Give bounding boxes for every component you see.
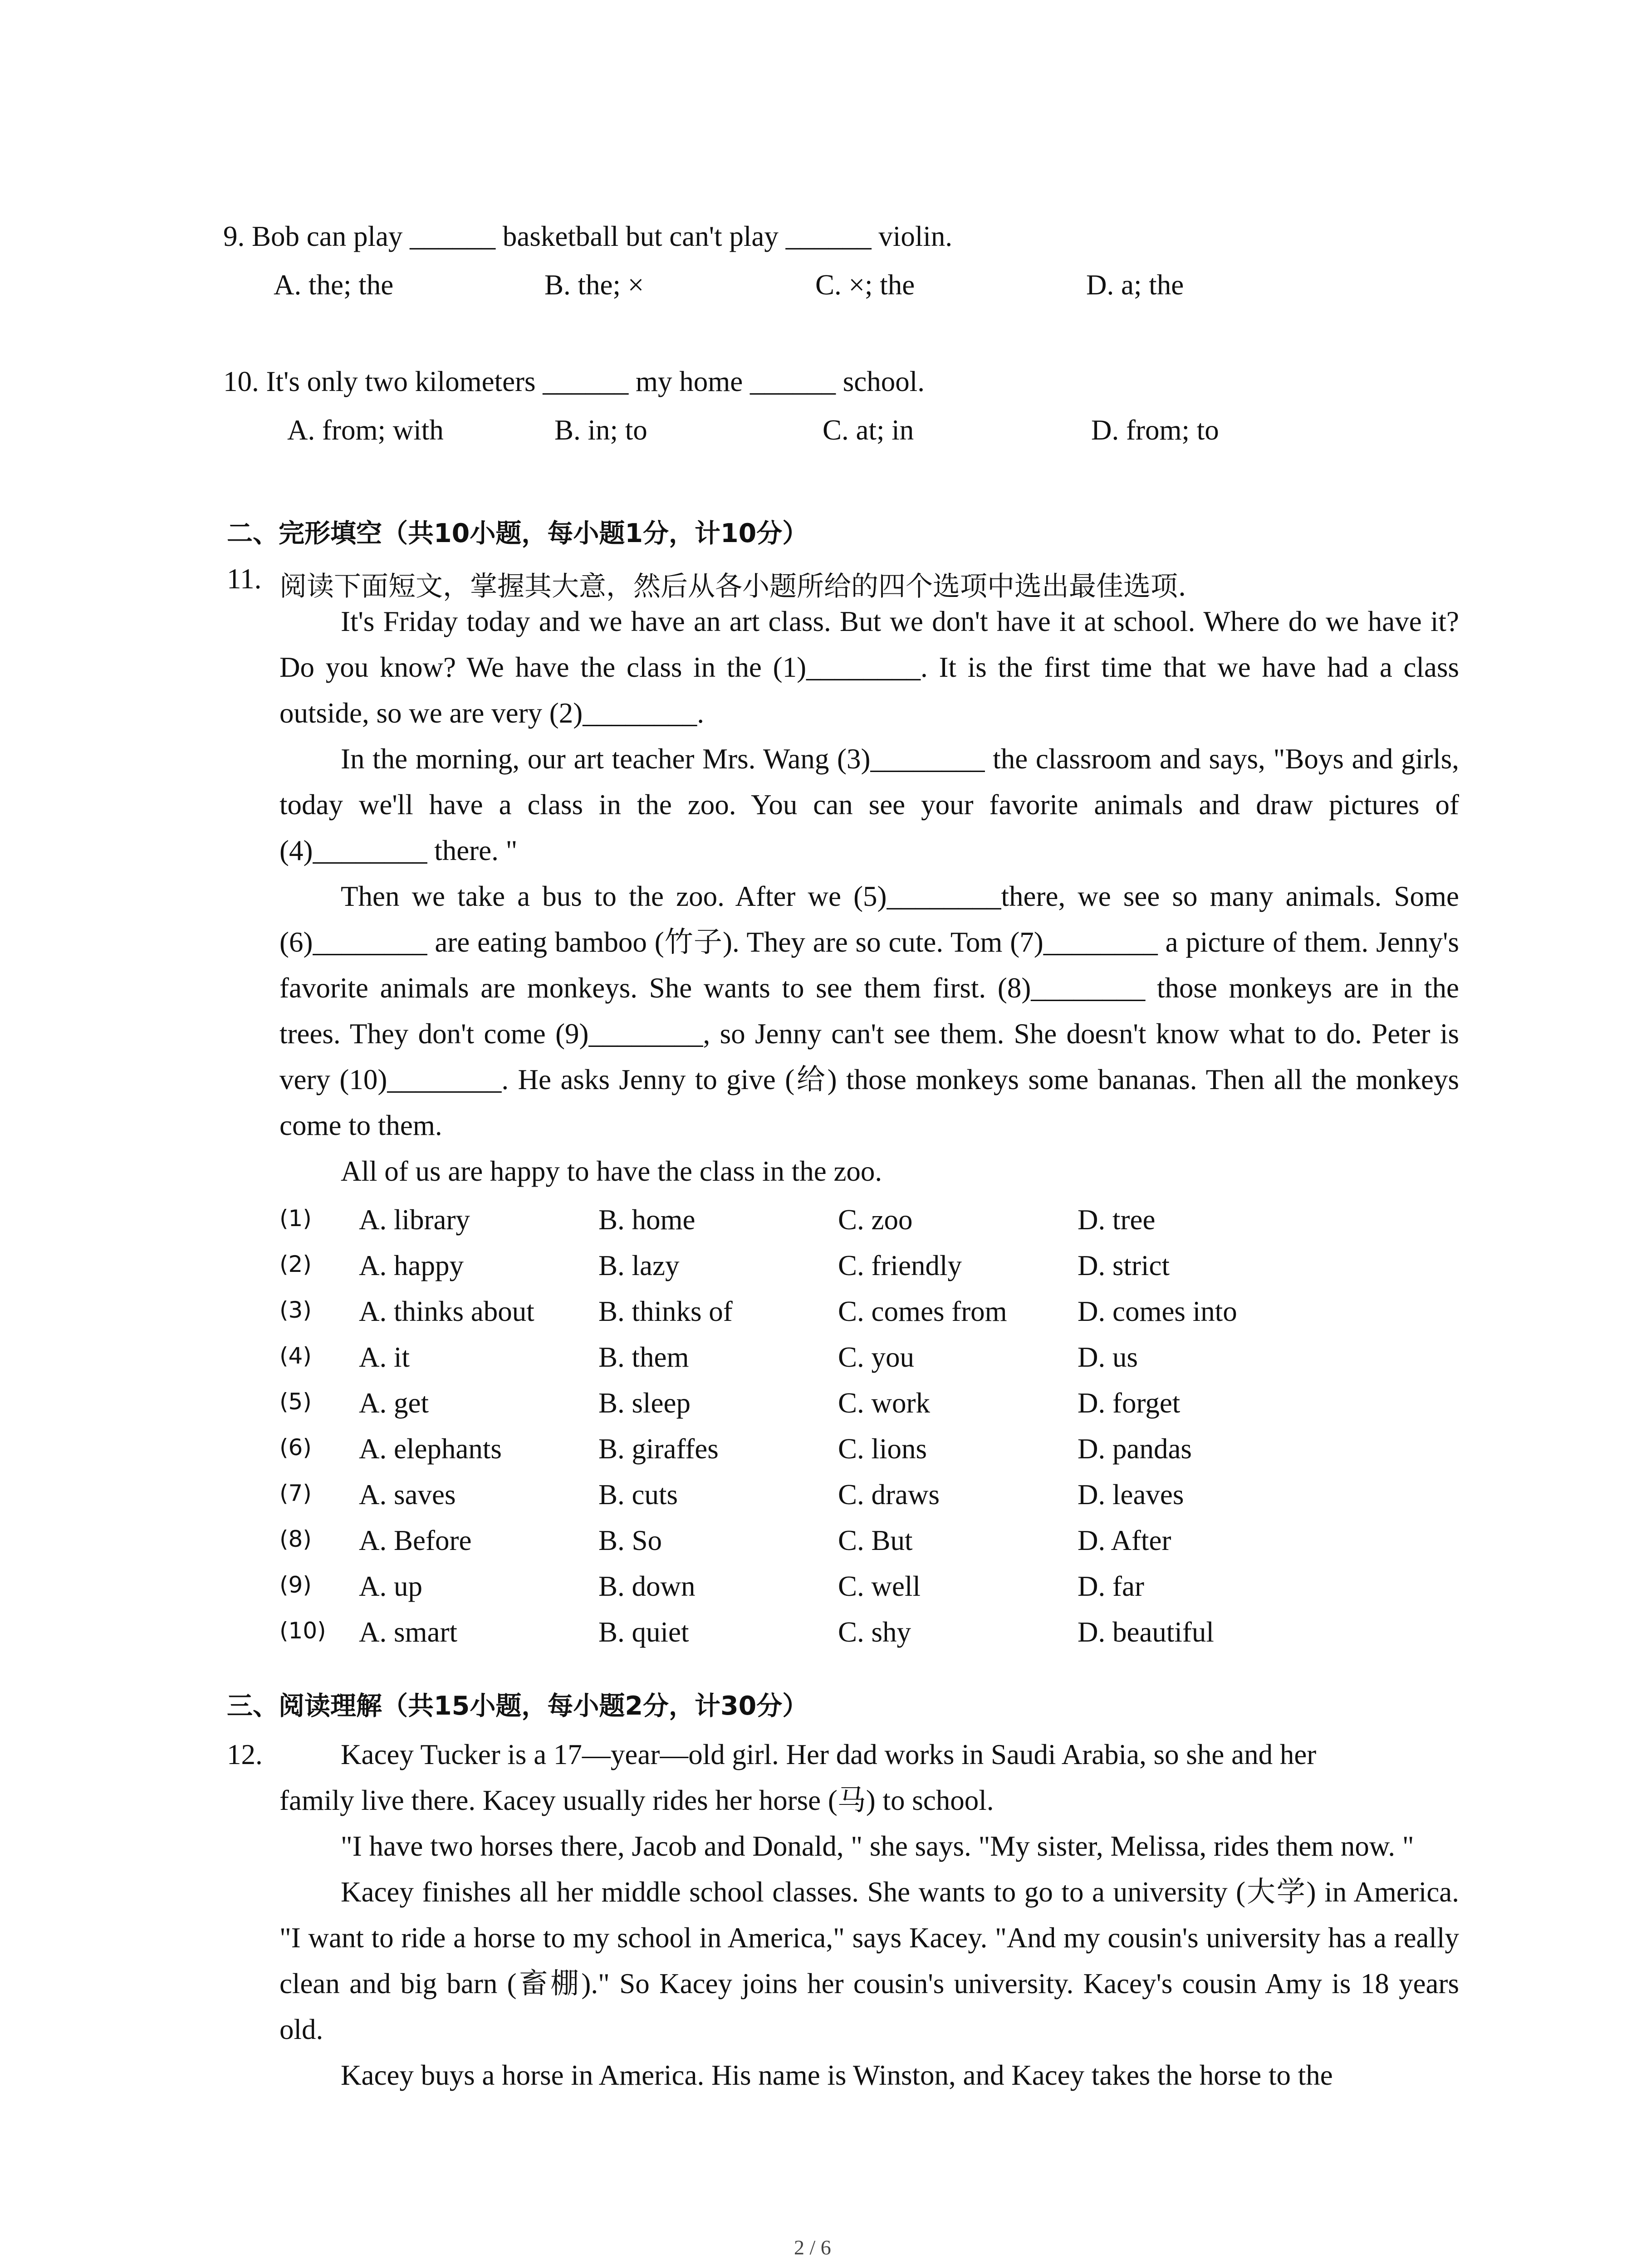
choice-d: D. tree xyxy=(1078,1204,1156,1236)
choice-b: B. lazy xyxy=(598,1250,680,1281)
choice-b: B. them xyxy=(598,1341,689,1373)
choice-a: A. get xyxy=(359,1387,429,1419)
choice-b: B. down xyxy=(598,1570,696,1602)
choice-d: D. us xyxy=(1078,1341,1138,1373)
cloze-paragraph: All of us are happy to have the class in the zoo. xyxy=(341,1155,882,1187)
question-12-number: 12. xyxy=(227,1739,263,1770)
choice-d: D. forget xyxy=(1078,1387,1181,1419)
cloze-paragraph: It's Friday today and we have an art class. But we don't have it at school. Where do we have it? Do you know? We have the class in the (1)________. It is the first time that we have had a class outside, so we are very (2)________. xyxy=(279,606,1459,729)
choice-d: D. After xyxy=(1078,1525,1171,1556)
choice-c: C. you xyxy=(838,1341,915,1373)
q10-option-c: C. at; in xyxy=(823,414,914,446)
choice-b: B. thinks of xyxy=(598,1295,733,1327)
question-9-stem: 9. Bob can play ______ basketball but can't play ______ violin. xyxy=(223,220,953,252)
cloze-paragraph: In the morning, our art teacher Mrs. Wang (3)________ the classroom and says, "Boys and girls, today we'll have a class in the zoo. You can see your favorite animals and draw pictures of (4)________ there. " xyxy=(279,743,1459,866)
choice-number: (2) xyxy=(279,1251,312,1277)
q9-option-a: A. the; the xyxy=(274,269,394,301)
choice-a: A. it xyxy=(359,1341,410,1373)
choice-number: (6) xyxy=(279,1434,312,1461)
reading-paragraph: Kacey buys a horse in America. His name is Winston, and Kacey takes the horse to the xyxy=(341,2059,1333,2091)
cloze-paragraph: Then we take a bus to the zoo. After we (5)________there, we see so many animals. Some (6)________ are eating bamboo (竹子). They are so cute. Tom (7)________ a picture of them. Jenny's favorite animals are monkeys. She wants to see them first. (8)________ those monkeys are in the trees. They don't come (9)________, so Jenny can't see them. She doesn't know what to do. Peter is very (10)________. He asks Jenny to give (给) those monkeys some bananas. Then all the monkeys come to them. xyxy=(279,880,1459,1141)
choice-a: A. up xyxy=(359,1570,422,1602)
choice-c: C. comes from xyxy=(838,1295,1007,1327)
choice-a: A. saves xyxy=(359,1479,456,1510)
choice-c: C. lions xyxy=(838,1433,927,1465)
choice-number: (10) xyxy=(279,1618,326,1644)
reading-paragraph: family live there. Kacey usually rides her horse (马) to school. xyxy=(279,1784,994,1816)
reading-passage xyxy=(279,1778,1459,2098)
choice-d: D. beautiful xyxy=(1078,1616,1214,1648)
q10-option-a: A. from; with xyxy=(287,414,444,446)
choice-b: B. sleep xyxy=(598,1387,691,1419)
choice-number: (8) xyxy=(279,1526,312,1552)
choice-c: C. well xyxy=(838,1570,921,1602)
choice-c: C. friendly xyxy=(838,1250,962,1281)
choice-d: D. far xyxy=(1078,1570,1144,1602)
page-number: 2 / 6 xyxy=(794,2236,831,2259)
q9-option-c: C. ×; the xyxy=(815,269,915,301)
choice-number: (9) xyxy=(279,1572,312,1598)
question-11-instruction: 阅读下面短文，掌握其大意，然后从各小题所给的四个选项中选出最佳选项. xyxy=(279,571,1187,602)
choice-c: C. work xyxy=(838,1387,930,1419)
choice-b: B. quiet xyxy=(598,1616,689,1648)
choice-number: (3) xyxy=(279,1297,312,1323)
choice-b: B. giraffes xyxy=(598,1433,719,1465)
choice-a: A. Before xyxy=(359,1525,472,1556)
choice-a: A. elephants xyxy=(359,1433,502,1465)
choice-d: D. pandas xyxy=(1078,1433,1192,1465)
choice-b: B. So xyxy=(598,1525,662,1556)
question-11-number: 11. xyxy=(227,563,262,595)
reading-paragraph: "I have two horses there, Jacob and Donald, " she says. "My sister, Melissa, rides them now. " xyxy=(341,1830,1414,1862)
choice-d: D. comes into xyxy=(1078,1295,1237,1327)
reading-first-line: Kacey Tucker is a 17—year—old girl. Her dad works in Saudi Arabia, so she and her xyxy=(341,1739,1317,1770)
choice-number: (4) xyxy=(279,1343,312,1369)
reading-paragraph: Kacey finishes all her middle school classes. She wants to go to a university (大学) in America. "I want to ride a horse to my school in America," says Kacey. "And my cousin's university has a really clean and big barn (畜棚)." So Kacey joins her cousin's university. Kacey's cousin Amy is 18 years old. xyxy=(279,1876,1459,2045)
section-2-title: 二、完形填空（共10小题，每小题1分，计10分） xyxy=(227,518,808,548)
q9-option-b: B. the; × xyxy=(544,269,644,301)
choice-d: D. leaves xyxy=(1078,1479,1184,1510)
choice-c: C. draws xyxy=(838,1479,940,1510)
choice-number: (1) xyxy=(279,1205,312,1232)
q9-option-d: D. a; the xyxy=(1086,269,1184,301)
choice-c: C. zoo xyxy=(838,1204,913,1236)
choice-c: C. shy xyxy=(838,1616,911,1648)
choice-number: (5) xyxy=(279,1388,312,1415)
choice-a: A. smart xyxy=(359,1616,457,1648)
choice-b: B. cuts xyxy=(598,1479,678,1510)
choice-a: A. happy xyxy=(359,1250,464,1281)
cloze-passage xyxy=(279,599,1459,1194)
question-10-stem: 10. It's only two kilometers ______ my home ______ school. xyxy=(223,366,925,397)
choice-d: D. strict xyxy=(1078,1250,1170,1281)
choice-b: B. home xyxy=(598,1204,696,1236)
choice-a: A. library xyxy=(359,1204,470,1236)
choice-c: C. But xyxy=(838,1525,913,1556)
choice-a: A. thinks about xyxy=(359,1295,534,1327)
q10-option-b: B. in; to xyxy=(554,414,647,446)
q10-option-d: D. from; to xyxy=(1091,414,1219,446)
section-3-title: 三、阅读理解（共15小题，每小题2分，计30分） xyxy=(227,1691,808,1721)
choice-number: (7) xyxy=(279,1480,312,1506)
